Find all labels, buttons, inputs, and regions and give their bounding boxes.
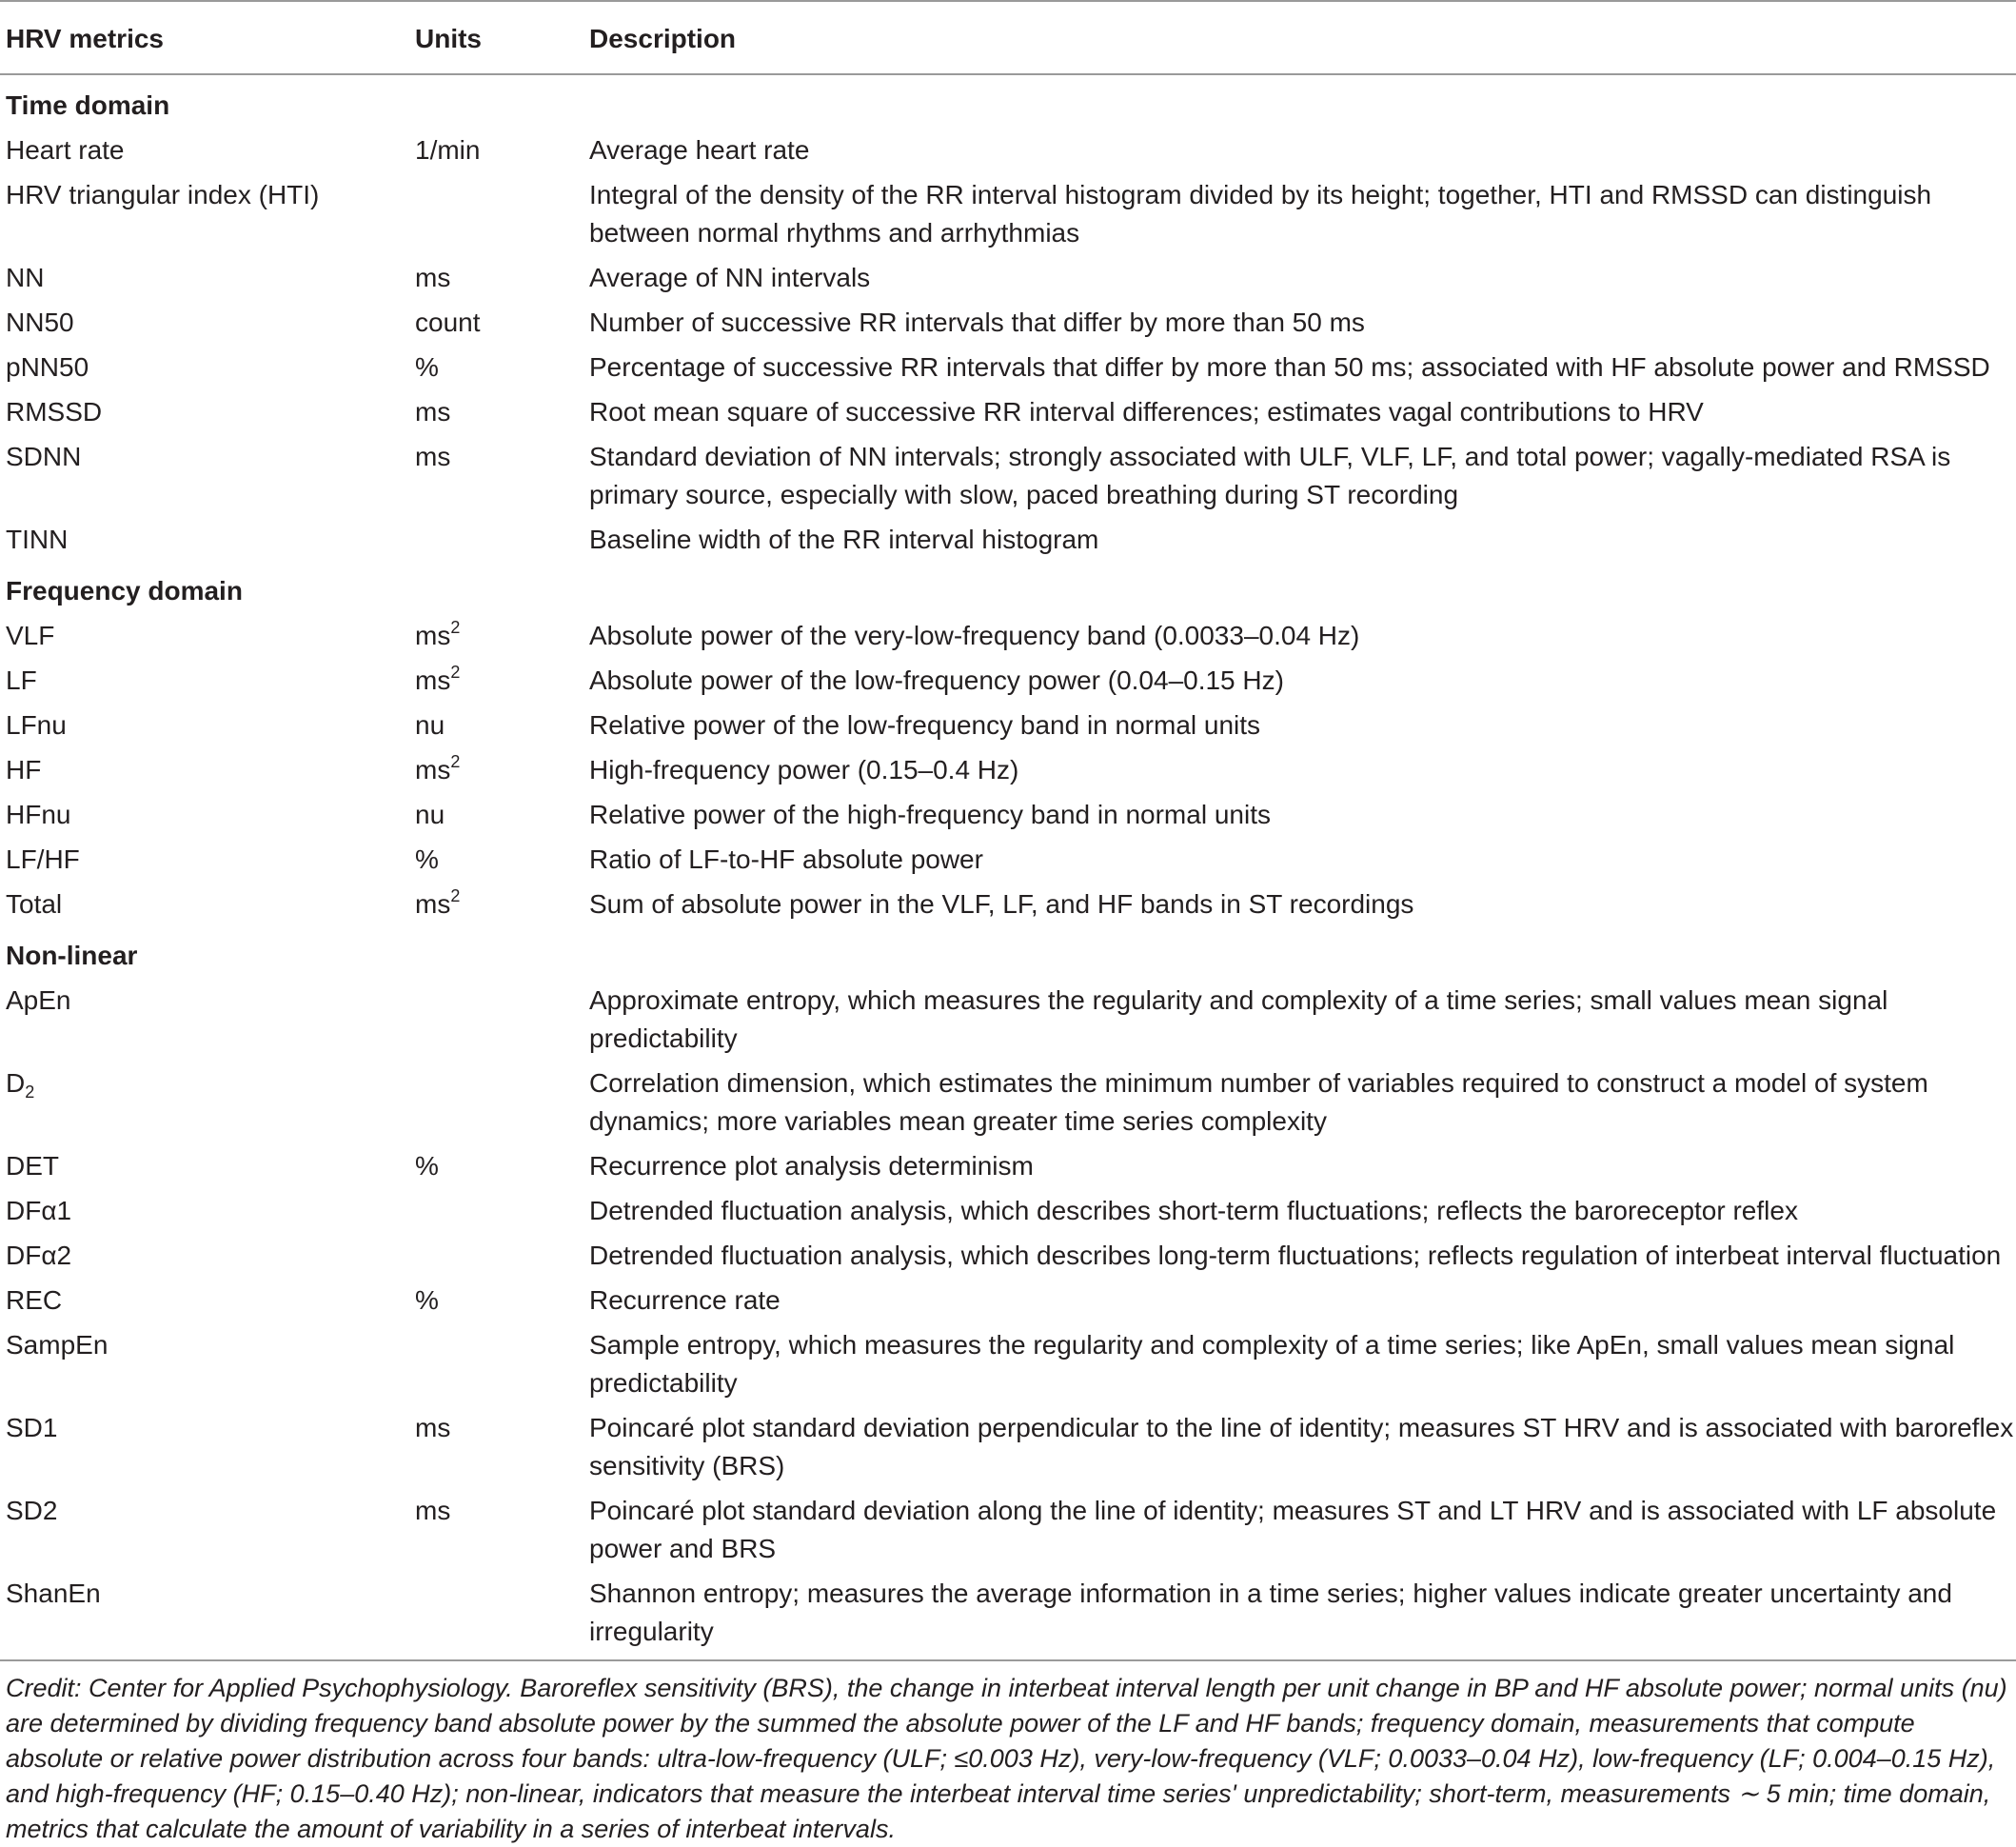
units-cell	[415, 1188, 589, 1233]
metric-cell	[0, 1571, 415, 1664]
metric-cell	[0, 300, 415, 345]
table-row	[0, 517, 2016, 562]
units-value: ms	[415, 889, 451, 919]
units-value: ms	[415, 442, 451, 471]
units-cell	[415, 517, 589, 562]
description-cell: Relative power of the low-frequency band in normal units	[589, 710, 1261, 740]
units-cell	[415, 882, 589, 926]
table-body	[0, 74, 2016, 1664]
table-row	[0, 300, 2016, 345]
units-value: 1/min	[415, 135, 481, 165]
description-cell: Absolute power of the very-low-frequency band (0.0033–0.04 Hz)	[589, 621, 1360, 650]
units-value: ms	[415, 1496, 451, 1525]
metric-cell	[0, 345, 415, 389]
metric-cell	[0, 978, 415, 1061]
description-cell: High-frequency power (0.15–0.4 Hz)	[589, 755, 1019, 784]
units-value: ms	[415, 755, 451, 784]
units-superscript: 2	[450, 618, 461, 637]
table-row	[0, 1322, 2016, 1405]
metric-cell	[0, 1405, 415, 1488]
table-row	[0, 1188, 2016, 1233]
units-cell	[415, 345, 589, 389]
metric-name: TINN	[6, 525, 69, 554]
description-cell: Root mean square of successive RR interval differences; estimates vagal contributions to HRV	[589, 397, 1704, 427]
description-cell: Average of NN intervals	[589, 263, 871, 292]
description-cell: Recurrence rate	[589, 1285, 781, 1315]
units-cell	[415, 658, 589, 703]
units-value: ms	[415, 263, 451, 292]
units-value: %	[415, 352, 439, 382]
description-cell: Detrended fluctuation analysis, which describes short-term fluctuations; reflects the baroreceptor reflex	[589, 1196, 1798, 1225]
metric-name: SD1	[6, 1413, 58, 1442]
metric-name: RMSSD	[6, 397, 103, 427]
units-cell	[415, 389, 589, 434]
units-cell	[415, 613, 589, 658]
description-cell: Average heart rate	[589, 135, 810, 165]
metric-cell	[0, 747, 415, 792]
units-value: ms	[415, 1413, 451, 1442]
section-title: Frequency domain	[6, 576, 243, 606]
description-cell: Standard deviation of NN intervals; strongly associated with ULF, VLF, LF, and total power; vagally-mediated RSA is primary source, especially with slow, paced breathing during ST recording	[589, 442, 1951, 509]
metric-cell	[0, 1322, 415, 1405]
units-value: %	[415, 1285, 439, 1315]
description-cell: Number of successive RR intervals that differ by more than 50 ms	[589, 308, 1365, 337]
table-row	[0, 128, 2016, 172]
section-title: Time domain	[6, 90, 170, 120]
section-header-row	[0, 926, 2016, 978]
metric-cell	[0, 172, 415, 255]
header-metric: HRV metrics	[6, 24, 165, 53]
table-row	[0, 1278, 2016, 1322]
units-cell	[415, 703, 589, 747]
description-cell: Baseline width of the RR interval histogram	[589, 525, 1099, 554]
metric-subscript: 2	[25, 1082, 35, 1102]
table-row	[0, 792, 2016, 837]
table-row	[0, 613, 2016, 658]
metric-name: SampEn	[6, 1330, 109, 1360]
description-cell: Sum of absolute power in the VLF, LF, and HF bands in ST recordings	[589, 889, 1414, 919]
metric-name: ApEn	[6, 985, 71, 1015]
metric-cell	[0, 434, 415, 517]
metric-cell	[0, 389, 415, 434]
description-cell: Poincaré plot standard deviation along the line of identity; measures ST and LT HRV and is associated with LF absolute power and BRS	[589, 1496, 1997, 1563]
units-superscript: 2	[450, 663, 461, 682]
header-units: Units	[415, 24, 482, 53]
units-value: ms	[415, 621, 451, 650]
metric-cell	[0, 1061, 415, 1143]
table-row	[0, 1233, 2016, 1278]
table-footnote: Credit: Center for Applied Psychophysiology. Baroreflex sensitivity (BRS), the change in interbeat interval length per unit change in BP and HF absolute power; normal units (nu) are determined by dividing frequency band absolute power by the summed the absolute power of the LF and HF bands; frequency domain, measurements that compute absolute or relative power distribution across four bands: ultra-low-frequency (ULF; ≤0.003 Hz), very-low-frequency (VLF; 0.0033–0.04 Hz), low-frequency (LF; 0.004–0.15 Hz), and high-frequency (HF; 0.15–0.40 Hz); non-linear, indicators that measure the interbeat interval time series' unpredictability; short-term, measurements ∼ 5 min; time domain, metrics that calculate the amount of variability in a series of interbeat intervals.	[0, 1659, 2016, 1847]
metric-name: LFnu	[6, 710, 67, 740]
description-cell: Ratio of LF-to-HF absolute power	[589, 844, 983, 874]
table-row	[0, 172, 2016, 255]
description-cell: Shannon entropy; measures the average information in a time series; higher values indicate greater uncertainty and irregularity	[589, 1579, 1952, 1646]
description-cell: Integral of the density of the RR interval histogram divided by its height; together, HTI and RMSSD can distinguish between normal rhythms and arrhythmias	[589, 180, 1932, 248]
header-row	[0, 1, 2016, 74]
metric-name: HF	[6, 755, 42, 784]
units-value: %	[415, 844, 439, 874]
metric-name: ShanEn	[6, 1579, 101, 1608]
metric-name: HFnu	[6, 800, 71, 829]
units-value: nu	[415, 710, 445, 740]
units-value: %	[415, 1151, 439, 1181]
units-cell	[415, 1233, 589, 1278]
units-cell	[415, 1278, 589, 1322]
units-cell	[415, 978, 589, 1061]
metric-name: SDNN	[6, 442, 82, 471]
units-value: ms	[415, 665, 451, 695]
section-title: Non-linear	[6, 941, 138, 970]
table-row	[0, 703, 2016, 747]
units-cell	[415, 1488, 589, 1571]
units-cell	[415, 172, 589, 255]
metric-cell	[0, 882, 415, 926]
units-cell	[415, 837, 589, 882]
table-row	[0, 1405, 2016, 1488]
description-cell: Percentage of successive RR intervals that differ by more than 50 ms; associated with HF absolute power and RMSSD	[589, 352, 1990, 382]
metric-cell	[0, 658, 415, 703]
units-cell	[415, 434, 589, 517]
metric-cell	[0, 255, 415, 300]
metric-name: pNN50	[6, 352, 89, 382]
table-row	[0, 345, 2016, 389]
table-header	[0, 1, 2016, 74]
table-row	[0, 1061, 2016, 1143]
table-row	[0, 1143, 2016, 1188]
metric-cell	[0, 703, 415, 747]
table-row	[0, 389, 2016, 434]
metric-name: NN50	[6, 308, 74, 337]
table-row	[0, 882, 2016, 926]
metric-cell	[0, 1188, 415, 1233]
units-value: ms	[415, 397, 451, 427]
units-superscript: 2	[450, 886, 461, 905]
description-cell: Detrended fluctuation analysis, which describes long-term fluctuations; reflects regulation of interbeat interval fluctuation	[589, 1241, 2002, 1270]
table-row	[0, 1571, 2016, 1664]
units-cell	[415, 792, 589, 837]
table-row	[0, 658, 2016, 703]
table-row	[0, 747, 2016, 792]
metric-name: DFα2	[6, 1241, 72, 1270]
metric-name: VLF	[6, 621, 55, 650]
units-value: count	[415, 308, 481, 337]
description-cell: Recurrence plot analysis determinism	[589, 1151, 1034, 1181]
metric-cell	[0, 613, 415, 658]
description-cell: Relative power of the high-frequency band in normal units	[589, 800, 1271, 829]
metric-name: Total	[6, 889, 63, 919]
metric-cell	[0, 1488, 415, 1571]
description-cell: Correlation dimension, which estimates the minimum number of variables required to construct a model of system dynamics; more variables mean greater time series complexity	[589, 1068, 1928, 1136]
units-cell	[415, 128, 589, 172]
section-header-row	[0, 562, 2016, 613]
description-cell: Poincaré plot standard deviation perpendicular to the line of identity; measures ST HRV and is associated with baroreflex sensitivity (BRS)	[589, 1413, 2014, 1480]
description-cell: Approximate entropy, which measures the regularity and complexity of a time series; small values mean signal predictability	[589, 985, 1888, 1053]
metric-name: LF/HF	[6, 844, 80, 874]
metric-cell	[0, 792, 415, 837]
metric-name: Heart rate	[6, 135, 125, 165]
metric-cell	[0, 517, 415, 562]
description-cell: Absolute power of the low-frequency power (0.04–0.15 Hz)	[589, 665, 1284, 695]
table-row	[0, 837, 2016, 882]
units-cell	[415, 1571, 589, 1664]
units-cell	[415, 1143, 589, 1188]
metric-name: DET	[6, 1151, 59, 1181]
metric-cell	[0, 1278, 415, 1322]
metric-cell	[0, 1233, 415, 1278]
metric-name: D	[6, 1068, 26, 1098]
table-row	[0, 1488, 2016, 1571]
metric-cell	[0, 128, 415, 172]
table-row	[0, 434, 2016, 517]
section-header-row	[0, 74, 2016, 128]
units-cell	[415, 1405, 589, 1488]
metric-cell	[0, 1143, 415, 1188]
units-cell	[415, 1061, 589, 1143]
units-cell	[415, 747, 589, 792]
metric-name: DFα1	[6, 1196, 72, 1225]
metric-name: REC	[6, 1285, 63, 1315]
table-row	[0, 978, 2016, 1061]
units-cell	[415, 1322, 589, 1405]
metric-cell	[0, 837, 415, 882]
units-value: nu	[415, 800, 445, 829]
units-cell	[415, 255, 589, 300]
metric-name: LF	[6, 665, 37, 695]
units-superscript: 2	[450, 752, 461, 771]
description-cell: Sample entropy, which measures the regularity and complexity of a time series; like ApEn, small values mean signal predictability	[589, 1330, 1955, 1398]
metric-name: HRV triangular index (HTI)	[6, 180, 320, 209]
table-row	[0, 255, 2016, 300]
header-description: Description	[589, 24, 737, 53]
metric-name: SD2	[6, 1496, 58, 1525]
metric-name: NN	[6, 263, 45, 292]
units-cell	[415, 300, 589, 345]
